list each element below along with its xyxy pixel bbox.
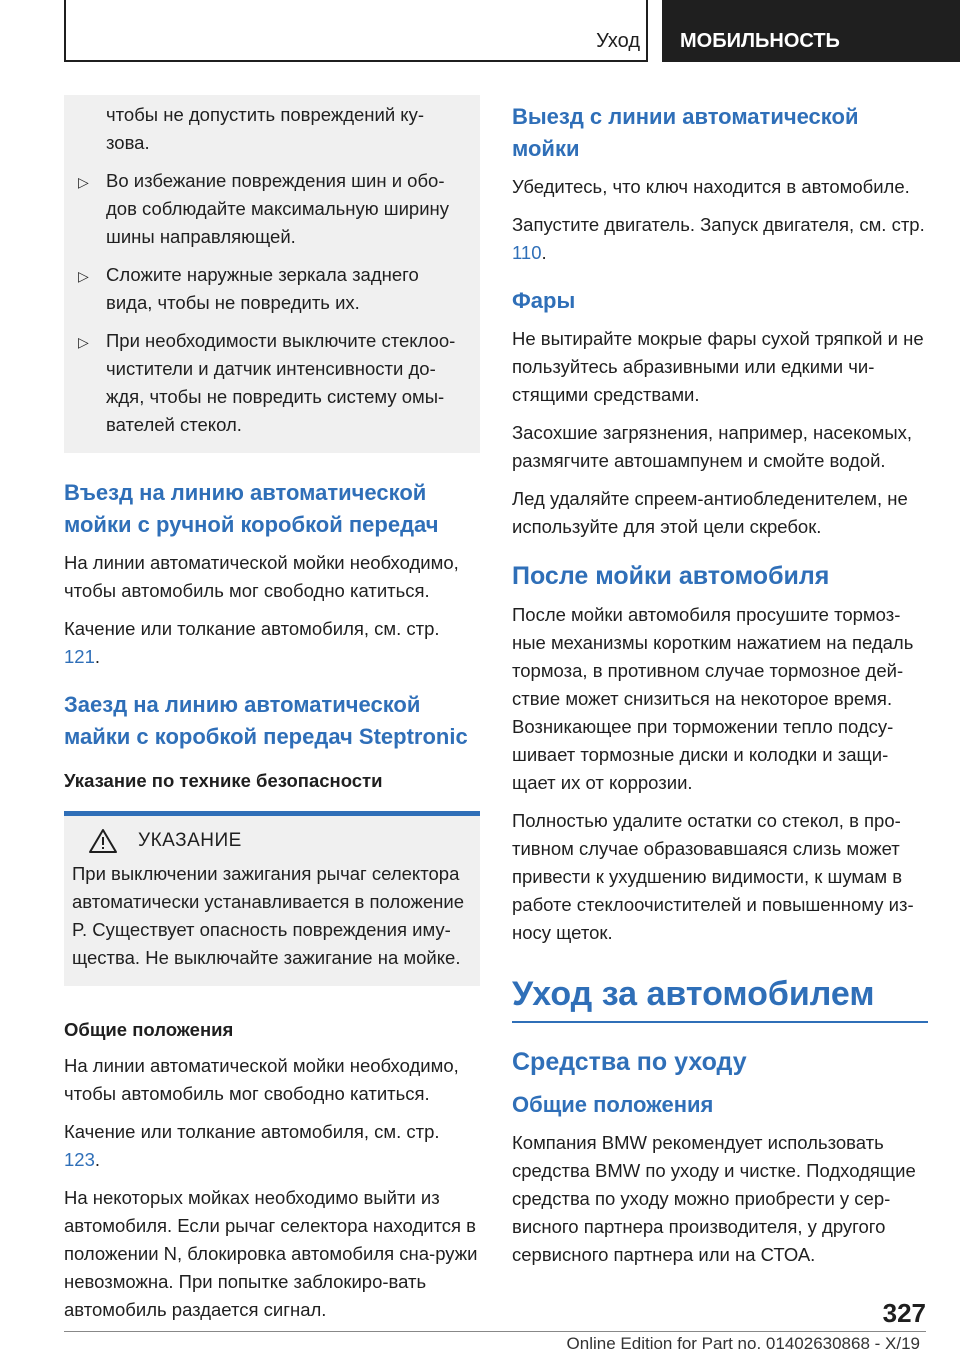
page-link[interactable]: 121 (64, 646, 95, 667)
warning-box (64, 811, 480, 986)
warning-header (72, 828, 472, 854)
paragraph-text: . (541, 242, 547, 263)
footer-edition: Online Edition for Part no. 01402630868 - X/19 (566, 1334, 920, 1353)
paragraph: Убедитесь, что ключ находится в автомобиле. (512, 176, 910, 197)
section-heading: После мойки автомобиля (512, 562, 830, 590)
paragraph: Не вытирайте мокрые фары сухой тряпкой и не пользуйтесь абразивными или едкими чи-стящими средствами. (512, 328, 924, 405)
triangle-right-icon: ▷ (78, 174, 89, 190)
chapter-title: Уход за автомобилем (512, 973, 928, 1023)
section-heading: Заезд на линию автоматической майки с коробкой передач Steptronic (64, 692, 468, 749)
paragraph (512, 211, 928, 267)
page-link[interactable]: 123 (64, 1149, 95, 1170)
warning-triangle-icon (88, 828, 118, 854)
list-item-text: При необходимости выключите стеклоо-чистители и датчик интенсивности до-ждя, чтобы не повредить систему омы-вателей стекол. (106, 330, 456, 435)
header-chapter: МОБИЛЬНОСТЬ (662, 0, 960, 62)
left-column (64, 95, 480, 1334)
warning-title: УКАЗАНИЕ (138, 830, 242, 851)
instructions-box (64, 95, 480, 453)
list-item (78, 327, 466, 439)
paragraph (64, 615, 480, 671)
subsection-heading: Общие положения (64, 1019, 234, 1040)
subsection-heading: Указание по технике безопасности (64, 770, 383, 791)
paragraph-text: Качение или толкание автомобиля, см. стр. (64, 618, 440, 639)
paragraph: Лед удаляйте спреем-антиобледенителем, не используйте для этой цели скребок. (512, 488, 908, 537)
subsection-heading: Общие положения (512, 1092, 714, 1117)
section-heading: Фары (512, 288, 576, 313)
paragraph: Компания BMW рекомендует использовать средства BMW по уходу и чистке. Подходящие средства по уходу можно приобрести у сер-висного партнера производителя, у другого сервисного партнера или на СТОА. (512, 1132, 916, 1265)
page-link[interactable]: 110 (512, 242, 542, 263)
paragraph: Засохшие загрязнения, например, насекомых, размягчите автошампунем и смойте водой. (512, 422, 913, 471)
paragraph-text: . (94, 646, 101, 667)
paragraph-text: Запустите двигатель. Запуск двигателя, см. стр. (512, 214, 925, 235)
continued-text: чтобы не допустить повреждений ку-зова. (106, 104, 425, 153)
right-column (512, 95, 928, 1279)
section-heading: Средства по уходу (512, 1048, 747, 1076)
section-heading: Въезд на линию автоматической мойки с ручной коробкой передач (64, 480, 439, 537)
list-item (78, 261, 466, 317)
paragraph-text: Качение или толкание автомобиля, см. стр. (64, 1121, 440, 1142)
header-section: Уход (596, 30, 640, 52)
paragraph-text: . (94, 1149, 101, 1170)
paragraph: На некоторых мойках необходимо выйти из автомобиля. Если рычаг селектора находится в положении N, блокировка автомобиля сна-ружи невозможна. При попытке заблокиро-вать автомобиль раздается сигнал. (64, 1187, 478, 1320)
header-frame (64, 0, 648, 62)
paragraph: Полностью удалите остатки со стекол, в про-тивном случае образовавшаяся слизь может привести к ухудшению видимости, к шумам в работе стеклоочистителей и повышенному из-носу щеток. (512, 810, 914, 943)
triangle-right-icon: ▷ (78, 334, 89, 350)
list-item-text: Сложите наружные зеркала заднего вида, чтобы не повредить их. (106, 264, 419, 313)
triangle-right-icon: ▷ (78, 268, 89, 284)
section-heading: Выезд с линии автоматической мойки (512, 104, 859, 161)
page-number: 327 (882, 1298, 926, 1328)
paragraph: На линии автоматической мойки необходимо, чтобы автомобиль мог свободно катиться. (64, 552, 459, 601)
paragraph: После мойки автомобиля просушите тормоз-ные механизмы коротким нажатием на педаль тормоза, в противном случае тормозное дей-ствие может снизиться на некоторое время. Возникающее при торможении тепло подсу-шивает тормозные диски и колодки и защи-щает их от коррозии. (512, 604, 914, 793)
list-item (78, 167, 466, 251)
footer-divider (64, 1331, 926, 1332)
list-item-text: Во избежание повреждения шин и обо-дов соблюдайте максимальную ширину шины направляющей. (106, 170, 450, 247)
warning-text: При выключении зажигания рычаг селектора автоматически устанавливается в положение P. Существует опасность повреждения иму-щества. Не выключайте зажигание на мойке. (72, 863, 465, 968)
paragraph (64, 1118, 480, 1174)
paragraph: На линии автоматической мойки необходимо, чтобы автомобиль мог свободно катиться. (64, 1055, 459, 1104)
